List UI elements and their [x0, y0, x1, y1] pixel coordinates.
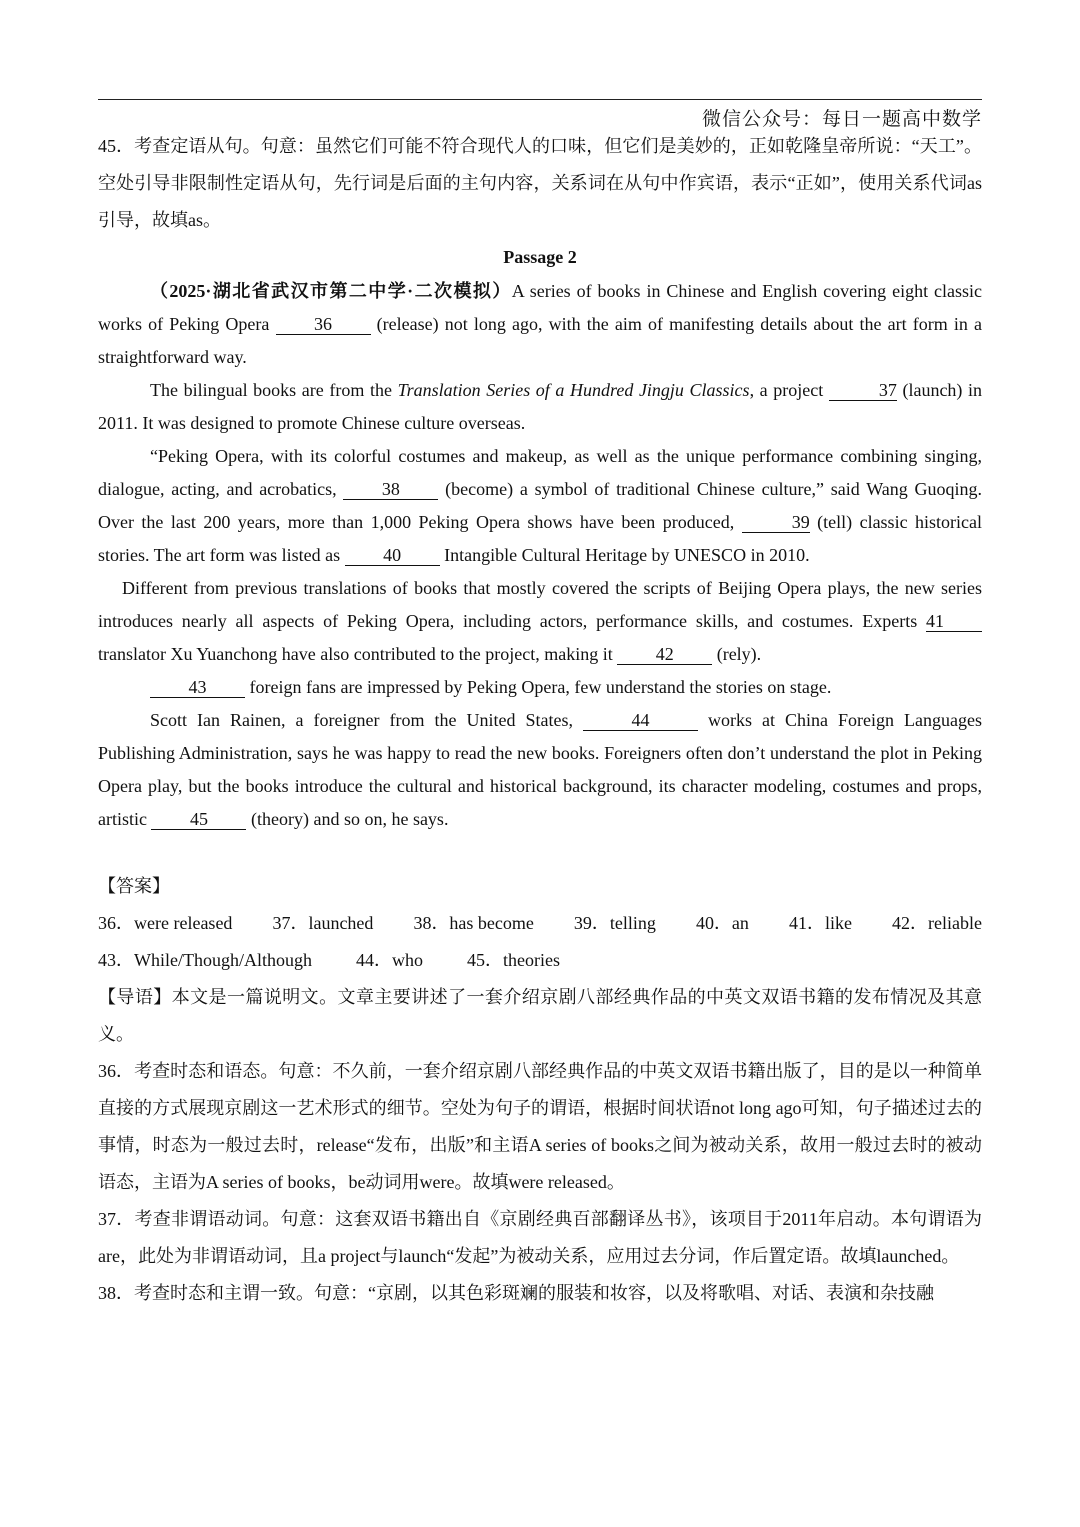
blank-38: 38	[343, 479, 438, 500]
answer-39: 39．telling	[573, 913, 656, 933]
explanation-37: 37．考查非谓语动词。句意：这套双语书籍出自《京剧经典百部翻译丛书》，该项目于2011年启动。本句谓语为are，此处为非谓语动词，且a project与launch“发起”为被动关系，应用过去分词，作后置定语。故填launched。	[98, 1209, 982, 1266]
blank-40: 40	[345, 545, 440, 566]
blank-39: 39	[742, 512, 810, 533]
answer-38: 38．has become	[413, 913, 534, 933]
answers-row-1	[98, 905, 982, 942]
passage-source: （2025·湖北省武汉市第二中学·二次模拟）	[150, 281, 512, 301]
passage-paragraph-6: Scott Ian Rainen, a foreigner from the United States, 44 works at China Foreign Languages Publishing Administration, says he was happy to read the new books. Foreigners often don’t understand the plot in Peking Opera play, but the books introduce the cultural and historical background, its character modeling, costumes and props, artistic 45 (theory) and so on, he says.	[98, 710, 983, 829]
blank-42: 42	[617, 644, 712, 665]
answer-37: 37．launched	[272, 913, 374, 933]
explanation-36: 36．考查时态和语态。句意：不久前，一套介绍京剧八部经典作品的中英文双语书籍出版了，目的是以一种简单直接的方式展现京剧这一艺术形式的细节。空处为句子的谓语，根据时间状语not long ago可知，句子描述过去的事情，时态为一般过去时，release“发布，出版”和主语A series of books之间为被动关系，故用一般过去时的被动语态，主语为A series of books，be动词用were。故填were released。	[98, 1061, 982, 1192]
answer-40: 40．an	[695, 913, 749, 933]
explanation-38: 38．考查时态和主谓一致。句意：“京剧，以其色彩斑斓的服装和妆容，以及将歌唱、对话、表演和杂技融	[98, 1283, 934, 1303]
passage-paragraph-4: Different from previous translations of books that mostly covered the scripts of Beijing Opera plays, the new series introduces nearly all aspects of Peking Opera, including actors, performance skills, and costumes. Experts 41 translator Xu Yuanchong have also contributed to the project, making it 42 (rely).	[98, 578, 982, 664]
passage-paragraph-1: （2025·湖北省武汉市第二中学·二次模拟）A series of books in Chinese and English covering eight classic works of Peking Opera 36 (release) not long ago, with the aim of manifesting details about the art form in a straightforward way.	[98, 281, 983, 367]
answer-36: 36．were released	[98, 913, 233, 933]
answer-44: 44．who	[355, 950, 423, 970]
guide-text: 【导语】本文是一篇说明文。文章主要讲述了一套介绍京剧八部经典作品的中英文双语书籍的发布情况及其意义。	[98, 987, 982, 1044]
passage-paragraph-3: “Peking Opera, with its colorful costumes and makeup, as well as the unique performance combining singing, dialogue, acting, and acrobatics, 38 (become) a symbol of traditional Chinese culture,” said Wang Guoqing. Over the last 200 years, more than 1,000 Peking Opera shows have been produced, 39 (tell) classic historical stories. The art form was listed as 40 Intangible Cultural Heritage by UNESCO in 2010.	[98, 446, 982, 565]
blank-37: 37	[829, 380, 897, 401]
answer-41: 41．like	[788, 913, 852, 933]
passage-paragraph-2: The bilingual books are from the Translation Series of a Hundred Jingju Classics, a project 37 (launch) in 2011. It was designed to promote Chinese culture overseas.	[98, 380, 983, 433]
blank-44: 44	[583, 710, 698, 731]
answers-row-2	[98, 942, 982, 979]
blank-41: 41	[926, 611, 982, 632]
header-rule	[98, 99, 982, 100]
q45-explanation: 45．考查定语从句。句意：虽然它们可能不符合现代人的口味，但它们是美妙的，正如乾隆皇帝所说：“天工”。空处引导非限制性定语从句，先行词是后面的主句内容，关系词在从句中作宾语，表示“正如”，使用关系代词as引导，故填as。	[98, 136, 982, 230]
answer-42: 42．reliable	[891, 913, 982, 933]
wechat-account-label: 微信公众号：每日一题高中数学	[701, 108, 982, 130]
blank-45: 45	[151, 809, 246, 830]
blank-36: 36	[276, 314, 371, 335]
passage-paragraph-5: 43 foreign fans are impressed by Peking Opera, few understand the stories on stage.	[98, 671, 982, 704]
answer-43: 43．While/Though/Although	[98, 950, 312, 970]
answers-heading: 【答案】	[98, 876, 170, 896]
series-title: Translation Series of a Hundred Jingju Classics	[397, 380, 750, 400]
document-body	[98, 128, 982, 1312]
answer-45: 45．theories	[466, 950, 560, 970]
passage-title: Passage 2	[503, 247, 577, 267]
blank-43: 43	[150, 677, 245, 698]
